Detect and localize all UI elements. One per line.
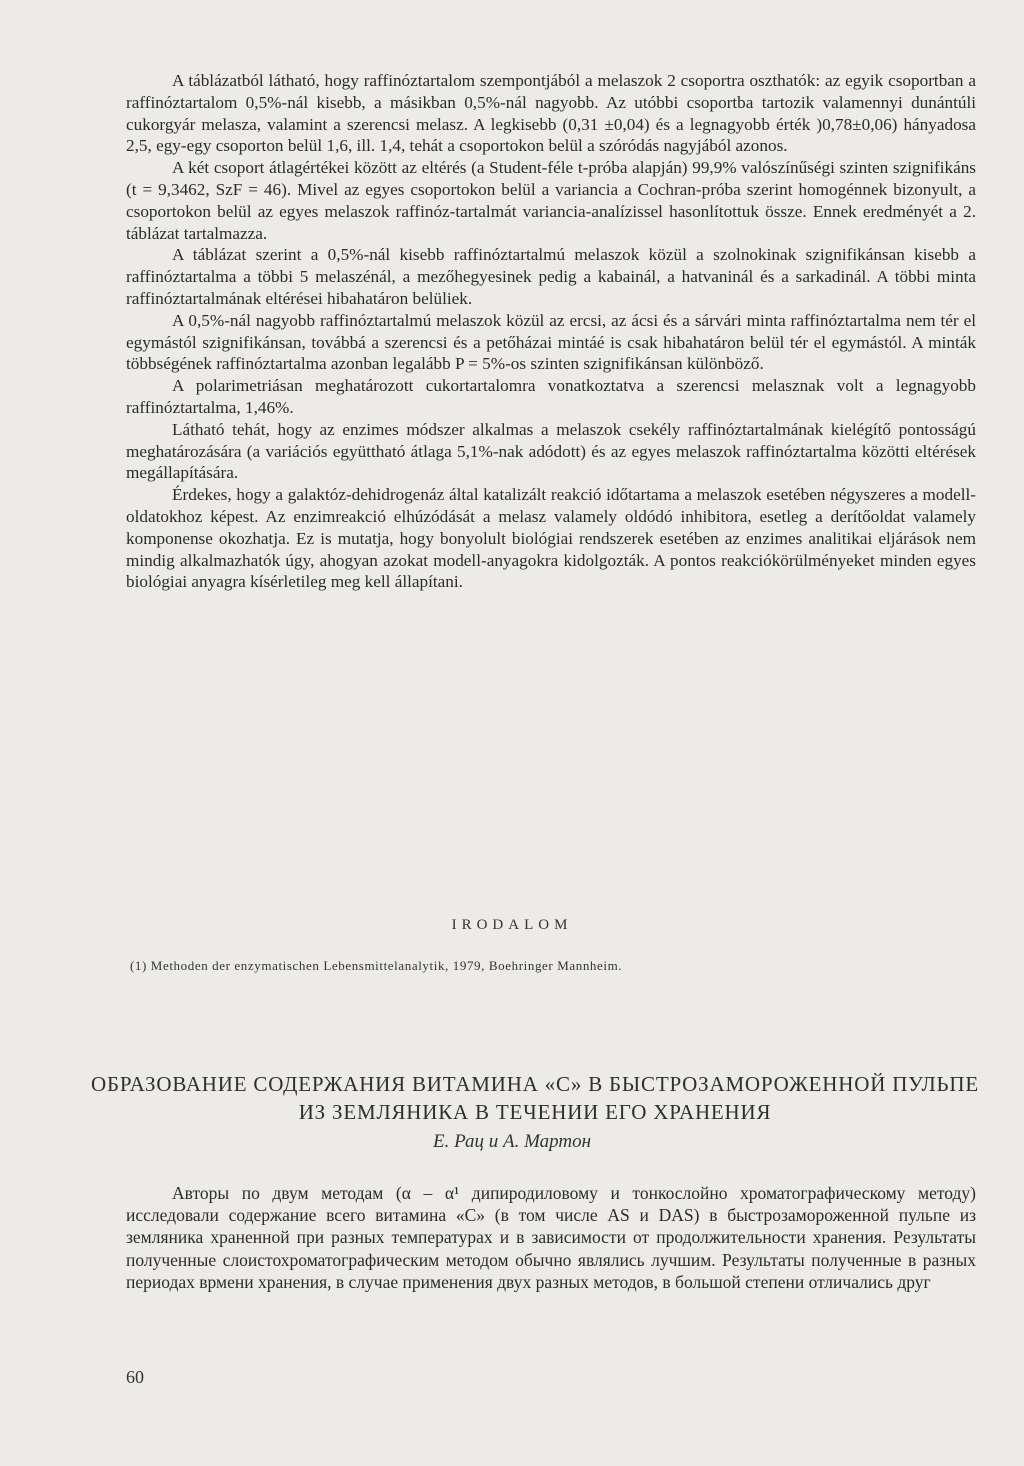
- russian-summary-authors: Е. Рац и А. Мартон: [432, 1131, 592, 1152]
- russian-summary-title: ОБРАЗОВАНИЕ СОДЕРЖАНИЯ ВИТАМИНА «С» В БЫСТРОЗАМОРОЖЕННОЙ ПУЛЬПЕ ИЗ ЗЕМЛЯНИКА В ТЕЧЕНИИ ЕГО ХРАНЕНИЯ: [91, 1072, 979, 1124]
- paragraph: A táblázat szerint a 0,5%-nál kisebb raffinóztartalmú melaszok közül a szolnokinak szignifikánsan kisebb a raffinóztartalma a többi 5 melaszénál, a mezőhegyesinek pedig a kabainál, a hatvaninál és a sarkadinál. A többi minta raffinóztartalmának eltérései hibahatáron belüliek.: [126, 245, 976, 308]
- references-heading: IRODALOM: [451, 917, 573, 933]
- page-number: 60: [126, 1367, 144, 1387]
- paragraph: A két csoport átlagértékei között az eltérés (a Student-féle t-próba alapján) 99,9% valószínűségi szinten szignifikáns (t = 9,3462, SzF = 46). Mivel az egyes csoportokon belül a variancia a Cochran-próba szerint homogénnek bizonyult, a csoportokon belül az egyes melaszok raffinóz-tartalmát variancia-analízissel hasonlítottuk össze. Ennek eredményét a 2. táblázat tartalmazza.: [126, 158, 976, 243]
- reference-item: (1) Methoden der enzymatischen Lebensmittelanalytik, 1979, Boehringer Mannheim.: [130, 958, 623, 973]
- paragraph: Авторы по двум методам (α – α¹ дипиродиловому и тонкослойно хроматографическому методу) исследовали содержание всего витамина «С» (в том числе AS и DAS) в быстрозамороженной пульпе из земляника храненной при разных температурах и в зависимости от продолжительности хранения. Результаты полученные слоистохроматографическим методом обычно являлись лучшим. Результаты полученные в разных периодах врмени хранения, в случае применения двух разных методов, в большой степени отличались друг: [126, 1183, 976, 1292]
- paragraph: A polarimetriásan meghatározott cukortartalomra vonatkoztatva a szerencsi melasznak volt a legnagyobb raffinóztartalma, 1,46%.: [126, 376, 976, 417]
- russian-summary-body: [126, 1182, 976, 1293]
- paragraph: A 0,5%-nál nagyobb raffinóztartalmú melaszok közül az ercsi, az ácsi és a sárvári minta raffinóztartalma nem tér el egymástól szignifikánsan, továbbá a szerencsi és a petőházai mintáé is csak hibahatáron belül tér el egymástól. A minták többségének raffinóztartalma azonban legalább P = 5%-os szinten szignifikánsan különböző.: [126, 310, 976, 374]
- paragraph: A táblázatból látható, hogy raffinóztartalom szempontjából a melaszok 2 csoportra oszthatók: az egyik csoportban a raffinóztartalom 0,5%-nál kisebb, a másikban 0,5%-nál nagyobb. Az utóbbi csoportba tartozik valamennyi dunántúli cukorgyár melasza, valamint a szerencsi melasz. A legkisebb (0,31 ±0,04) és a legnagyobb érték )0,78±0,06) hányadosa 2,5, egy-egy csoporton belül 1,6, ill. 1,4, tehát a csoportokon belül a szóródás nagyjából azonos.: [126, 71, 976, 156]
- article-body: [126, 70, 976, 593]
- paragraph: Látható tehát, hogy az enzimes módszer alkalmas a melaszok csekély raffinóztartalmának kielégítő pontosságú meghatározására (a variációs együttható átlaga 5,1%-nak adódott) és az egyes melaszok raffinóztartalma közötti eltérések megállapítására.: [126, 419, 976, 483]
- paragraph: Érdekes, hogy a galaktóz-dehidrogenáz által katalizált reakció időtartama a melaszok esetében négyszeres a modell-oldatokhoz képest. Az enzimreakció elhúzódását a melasz valamely oldódó inhibitora, esetleg a derítőoldat valamely komponense okozhatja. Ez is mutatja, hogy bonyolult biológiai rendszerek esetében az enzimes analitikai eljárások nem mindig alkalmazhatók úgy, ahogyan azokat modell-anyagokra kidolgozták. A pontos reakciókörülményeket minden egyes biológiai anyagra kísérletileg meg kell állapítani.: [126, 485, 976, 592]
